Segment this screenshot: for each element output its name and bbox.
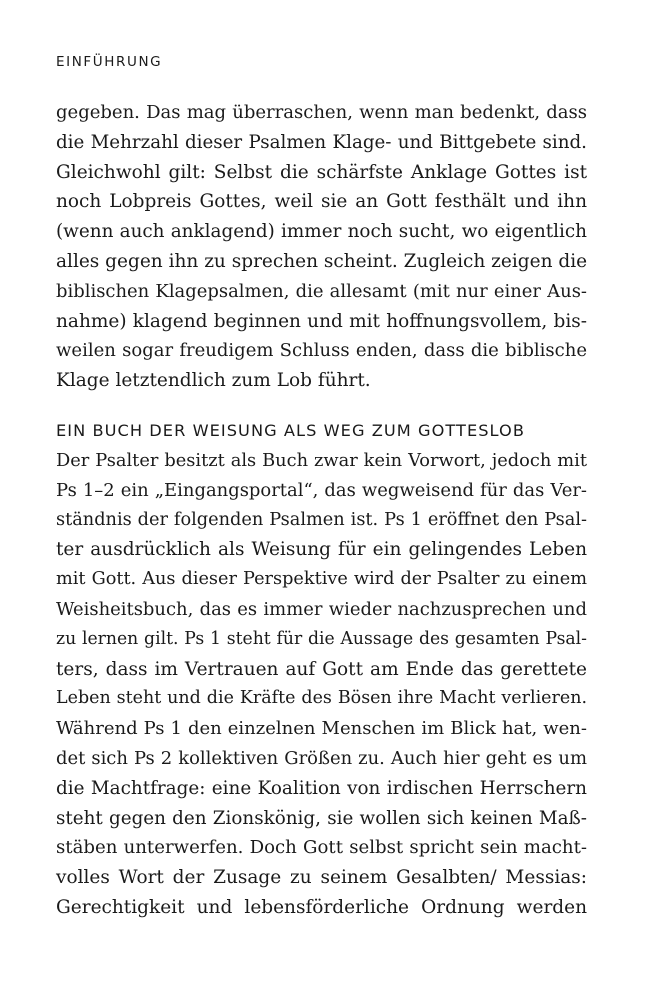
- text-line: Leben steht und die Kräfte des Bösen ihre Macht verlieren.: [56, 688, 587, 709]
- text-line: Der Psalter besitzt als Buch zwar kein Vorwort, jedoch mit: [56, 450, 587, 471]
- text-line: weilen sogar freudigem Schluss enden, dass die biblische: [56, 340, 587, 362]
- text-line: Weisheitsbuch, das es immer wieder nachzusprechen und: [56, 598, 587, 620]
- text-line: alles gegen ihn zu sprechen scheint. Zugleich zeigen die: [56, 250, 588, 272]
- section-heading: EIN BUCH DER WEISUNG ALS WEG ZUM GOTTESLOB: [56, 421, 525, 440]
- text-line: volles Wort der Zusage zu seinem Gesalbten/ Messias:: [56, 867, 587, 889]
- text-line: ständnis der folgenden Psalmen ist. Ps 1 eröffnet den Psal-: [56, 509, 587, 530]
- text-line: steht gegen den Zionskönig, sie wollen sich keinen Maß-: [56, 807, 587, 829]
- text-line: mit Gott. Aus dieser Perspektive wird der Psalter zu einem: [56, 569, 587, 590]
- text-line: biblischen Klagepsalmen, die allesamt (mit nur einer Aus-: [56, 280, 587, 302]
- text-line: die Machtfrage: eine Koalition von irdischen Herrschern: [56, 777, 587, 799]
- running-head: EINFÜHRUNG: [56, 54, 163, 70]
- paragraph-1: [56, 98, 587, 396]
- text-line: zu lernen gilt. Ps 1 steht für die Aussage des gesamten Psal-: [56, 628, 587, 649]
- text-line: noch Lobpreis Gottes, weil sie an Gott festhält und ihn: [56, 191, 587, 213]
- text-line: Gleichwohl gilt: Selbst die schärfste Anklage Gottes ist: [56, 161, 587, 183]
- text-line: ter ausdrücklich als Weisung für ein gelingendes Leben: [56, 539, 587, 561]
- text-line: Gerechtigkeit und lebensförderliche Ordnung werden: [56, 896, 587, 918]
- text-line: ters, dass im Vertrauen auf Gott am Ende das gerettete: [56, 658, 587, 680]
- text-line: gegeben. Das mag überraschen, wenn man bedenkt, dass: [56, 102, 587, 123]
- text-line: Ps 1–2 ein „Eingangsportal“, das wegweisend für das Ver-: [56, 479, 587, 501]
- paragraph-2: [56, 446, 587, 923]
- text-line: det sich Ps 2 kollektiven Größen zu. Auch hier geht es um: [56, 747, 587, 769]
- text-line: stäben unterwerfen. Doch Gott selbst spricht sein macht-: [56, 837, 587, 859]
- text-line: die Mehrzahl dieser Psalmen Klage- und Bittgebete sind.: [56, 131, 587, 153]
- text-line: Klage letztendlich zum Lob führt.: [56, 370, 371, 392]
- text-line: nahme) klagend beginnen und mit hoffnungsvollem, bis-: [56, 310, 587, 332]
- text-line: (wenn auch anklagend) immer noch sucht, wo eigentlich: [56, 221, 587, 243]
- text-line: Während Ps 1 den einzelnen Menschen im Blick hat, wen-: [56, 718, 587, 740]
